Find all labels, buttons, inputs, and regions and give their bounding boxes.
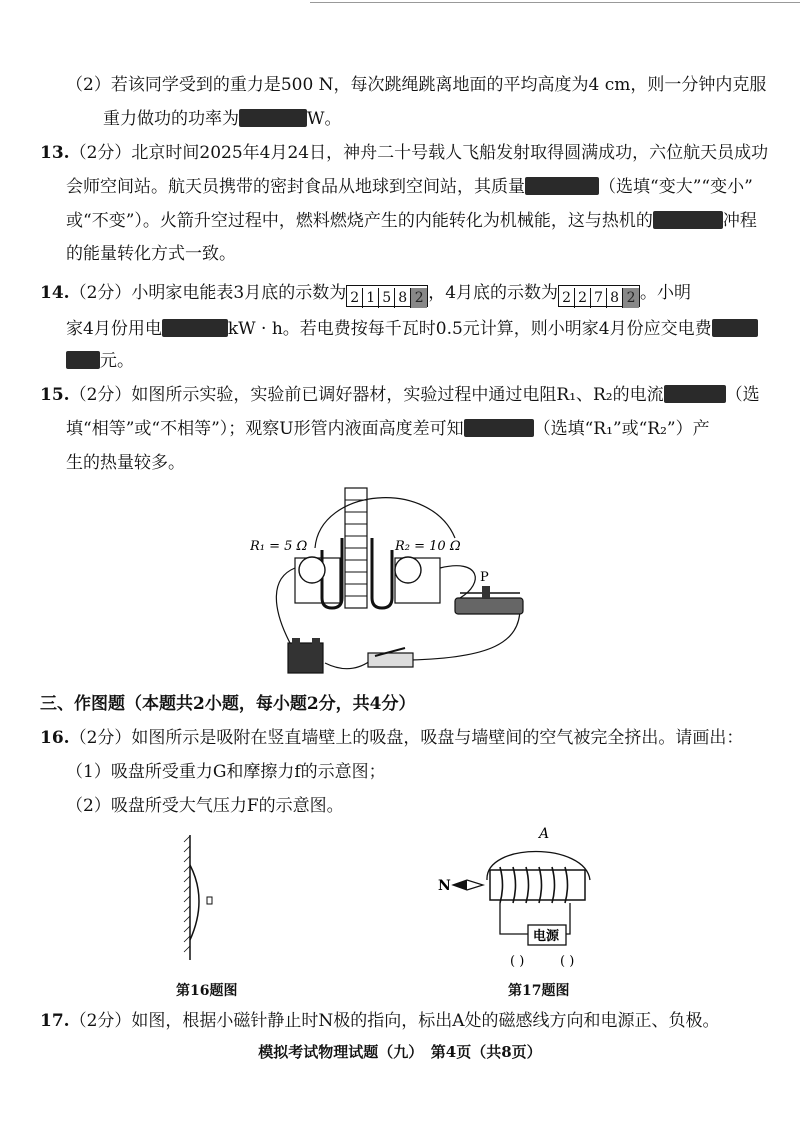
- q17-solenoid-figure: [435, 822, 635, 972]
- rheostat: [455, 598, 523, 614]
- power-supply-label: 电源: [533, 929, 560, 944]
- answer-blank: [653, 211, 723, 229]
- battery: [288, 643, 323, 673]
- page-footer: 模拟考试物理试题（九） 第4页（共8页）: [258, 1043, 542, 1061]
- answer-blank: [525, 177, 599, 195]
- meter-digit: 2: [347, 288, 363, 308]
- meter-digit: 5: [379, 288, 395, 308]
- top-rule: [310, 2, 800, 3]
- meter-digit: 7: [591, 288, 607, 308]
- q13-line4: 的能量转化方式一致。: [66, 244, 236, 264]
- answer-blank: [664, 385, 726, 403]
- meter-march: [346, 285, 428, 307]
- q16-sub2: （2）吸盘所受大气压力F的示意图。: [66, 796, 344, 816]
- meter-april: [558, 285, 640, 307]
- meter-digit: 8: [395, 288, 411, 308]
- q15-line2: 填“相等”或“不相等”）；观察U形管内液面高度差可知 （选填“R₁”或“R₂”）产: [66, 419, 710, 439]
- meter-digit: 1: [363, 288, 379, 308]
- polarity-bracket-left: ( ): [510, 954, 525, 969]
- q14-line1: 14.（2分）小明家电能表3月底的示数为 2 1 5 8 2 ，4月底的示数为 2 2 7 8 2 。小明: [40, 283, 692, 306]
- q16-sub1: （1）吸盘所受重力G和摩擦力f的示意图；: [66, 762, 386, 782]
- q16-line1: 16.（2分）如图所示是吸附在竖直墙壁上的吸盘，吸盘与墙壁间的空气被完全挤出。请画出：: [40, 728, 744, 748]
- meter-digit: 8: [607, 288, 623, 308]
- q12-part2-line2: 重力做功的功率为 W。: [103, 109, 342, 129]
- switch: [368, 653, 413, 667]
- meter-digit: 2: [623, 288, 639, 308]
- suction-cup: [190, 865, 199, 940]
- answer-blank: [162, 319, 228, 337]
- q13-line2: 会师空间站。航天员携带的密封食品从地球到空间站，其质量 （选填“变大”“变小”: [66, 177, 753, 197]
- answer-blank: [464, 419, 534, 437]
- meter-digit: 2: [575, 288, 591, 308]
- section-3-heading: 三、作图题（本题共2小题，每小题2分，共4分）: [40, 694, 416, 714]
- q16-suction-cup-figure: [180, 830, 230, 965]
- r1-label: R₁ = 5 Ω: [250, 539, 308, 554]
- q15-line3: 生的热量较多。: [66, 453, 185, 473]
- q13-line3: 或“不变”）。火箭升空过程中，燃料燃烧产生的内能转化为机械能，这与热机的 冲程: [66, 211, 757, 231]
- q16-caption: 第16题图: [176, 983, 238, 999]
- slider-label: P: [480, 570, 489, 585]
- meter-digit: 2: [559, 288, 575, 308]
- q15-circuit-figure: [250, 478, 540, 683]
- q12-part2-line1: （2）若该同学受到的重力是500 N，每次跳绳跳离地面的平均高度为4 cm，则一分钟内克服: [66, 75, 767, 95]
- q14-line3: 元。: [66, 350, 134, 372]
- q15-line1: 15.（2分）如图所示实验，实验前已调好器材，实验过程中通过电阻R₁、R₂的电流 （选: [40, 385, 760, 405]
- point-a-label: A: [539, 826, 550, 842]
- q13-line1: 13.（2分）北京时间2025年4月24日，神舟二十号载人飞船发射取得圆满成功，六位航天员成功: [40, 143, 769, 163]
- q17-line1: 17.（2分）如图，根据小磁针静止时N极的指向，标出A处的磁感线方向和电源正、负极。: [40, 1011, 720, 1031]
- r2-label: R₂ = 10 Ω: [395, 539, 461, 554]
- polarity-bracket-right: ( ): [560, 954, 575, 969]
- answer-blank: [239, 109, 307, 127]
- q17-caption: 第17题图: [508, 983, 570, 999]
- compass-n-label: N: [438, 878, 451, 894]
- answer-blank: [712, 319, 758, 337]
- q14-line2: 家4月份用电 kW · h。若电费按每千瓦时0.5元计算，则小明家4月份应交电费: [66, 318, 758, 340]
- answer-blank: [66, 351, 100, 369]
- meter-digit: 2: [411, 288, 427, 308]
